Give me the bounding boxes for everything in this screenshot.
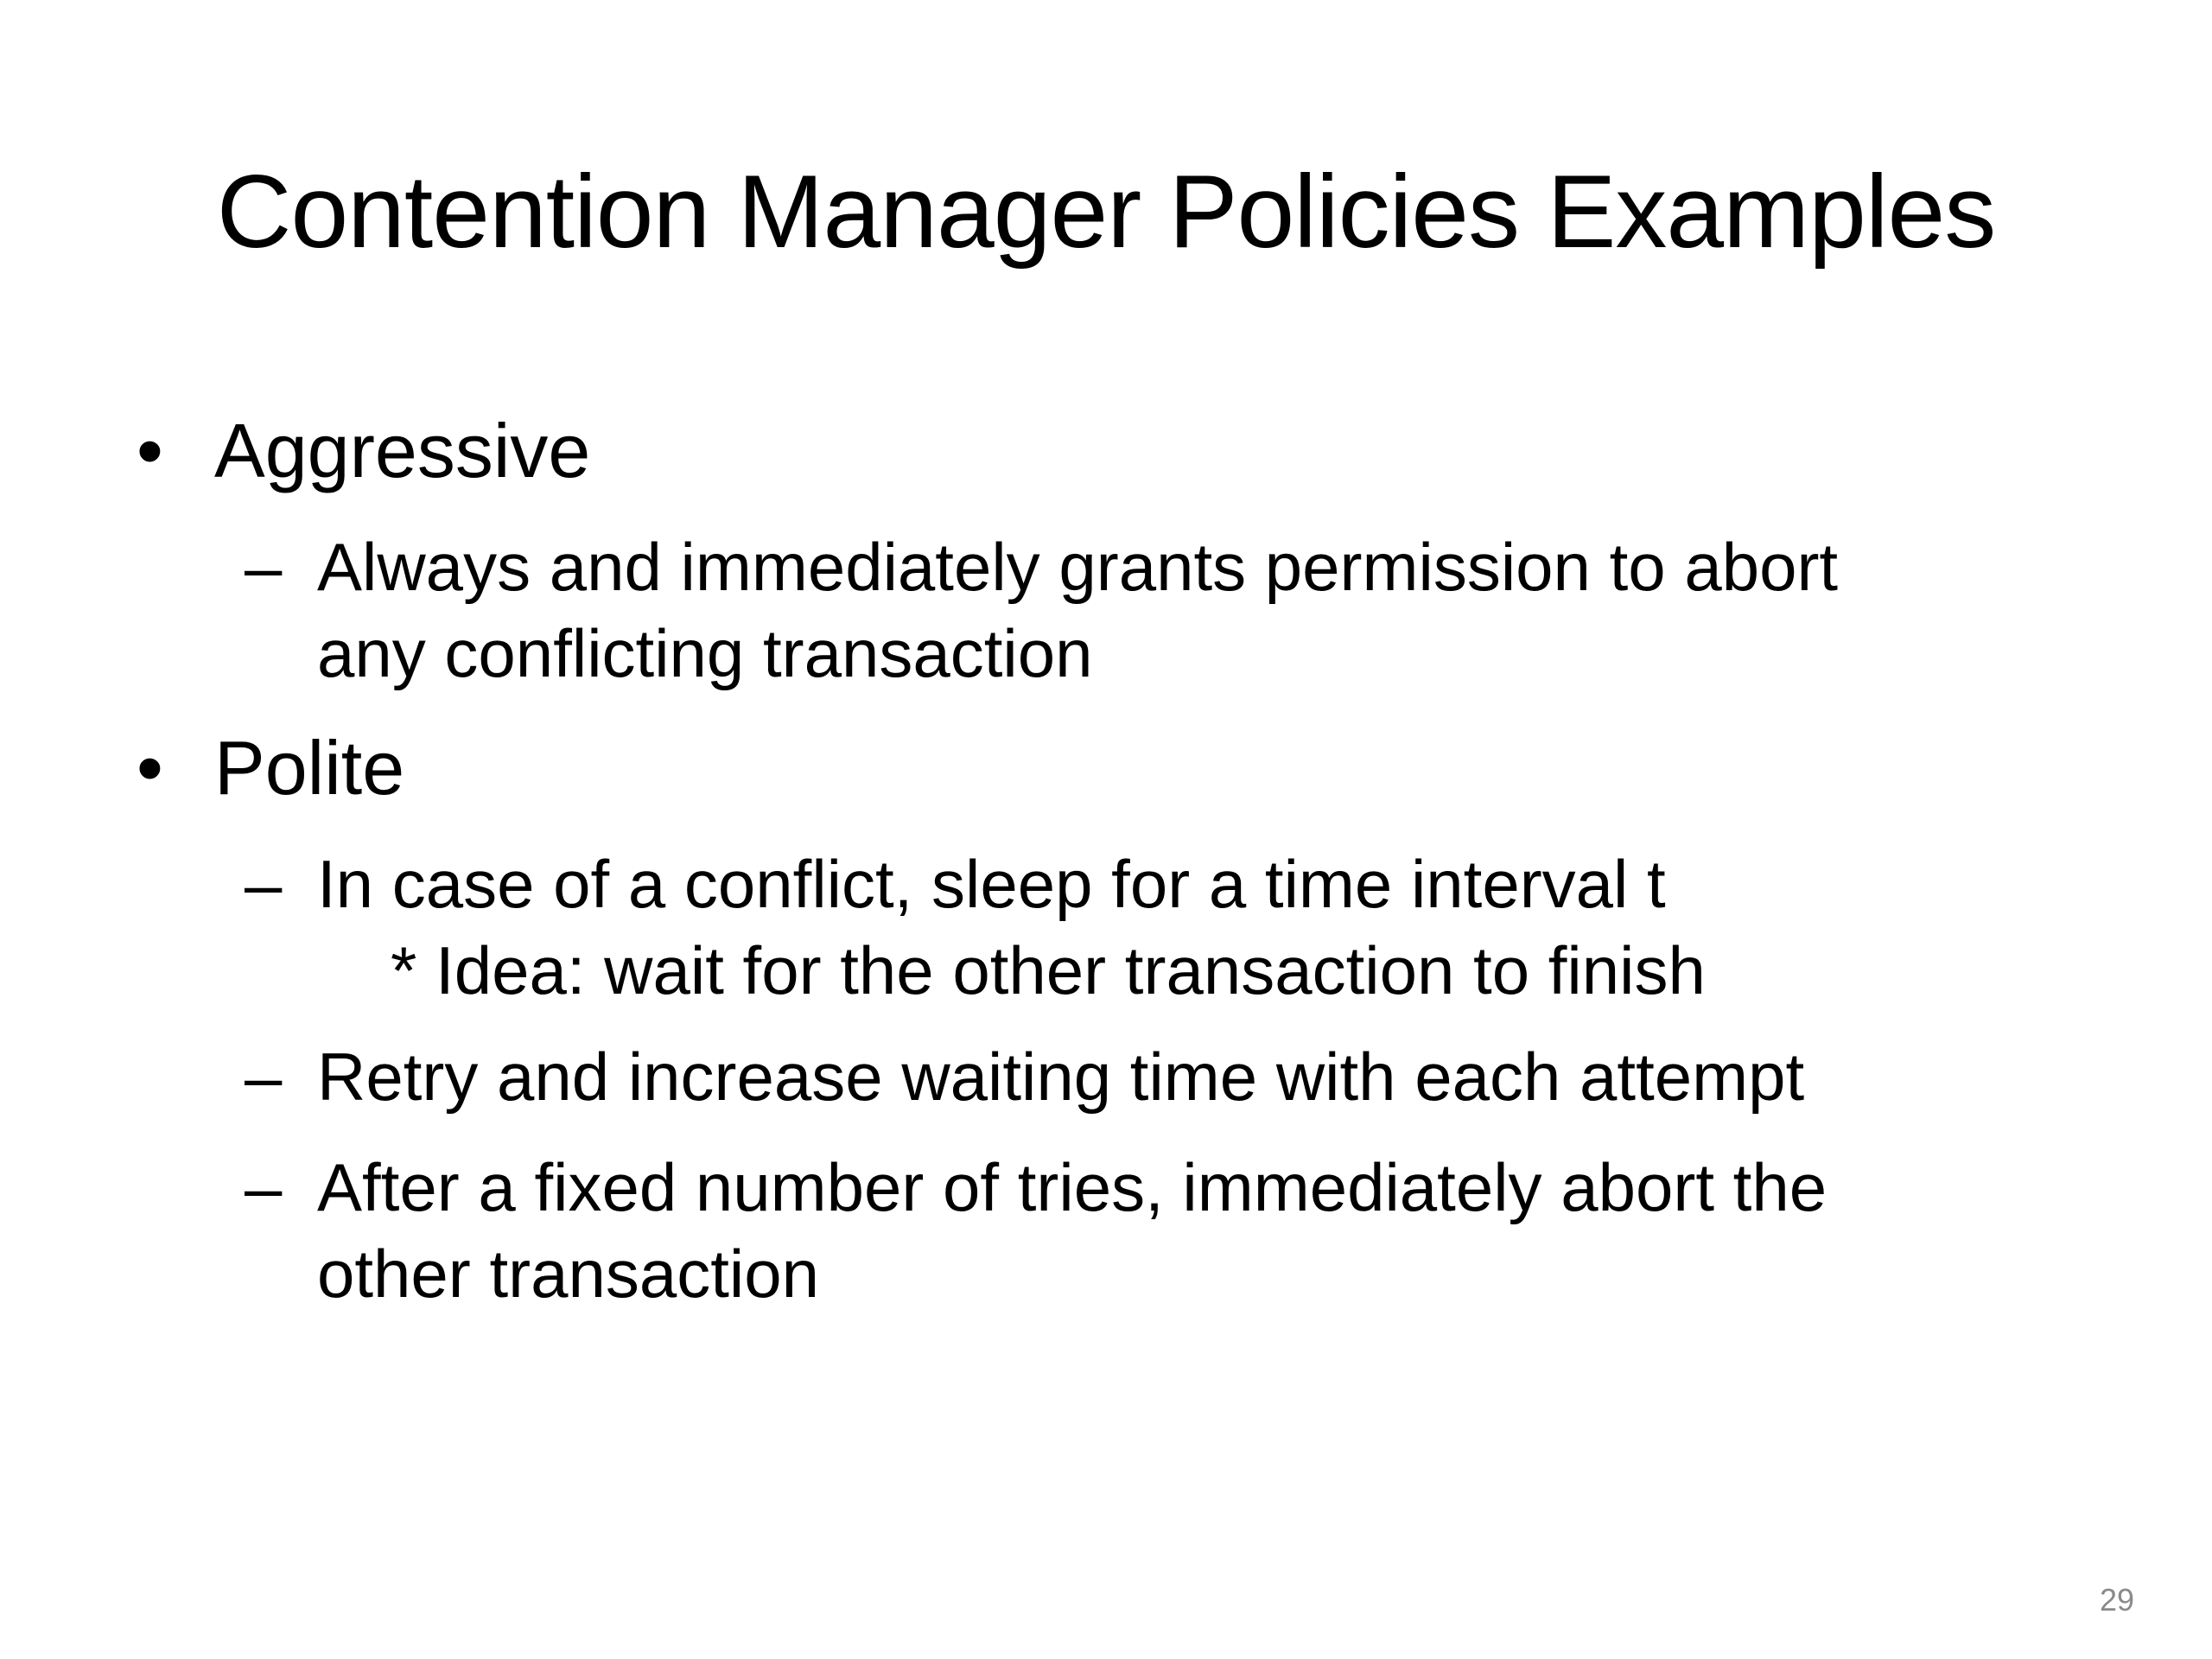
subitem-polite-3-line2: other transaction	[317, 1236, 820, 1312]
bullet-polite	[137, 723, 2037, 813]
subitem-aggressive-1	[245, 523, 2145, 611]
subitem-aggressive-1-line2: any conflicting transaction	[317, 615, 1093, 691]
sub-dash: –	[245, 529, 283, 605]
subitem-polite-3	[245, 1143, 2145, 1231]
sub-dash: –	[245, 1149, 283, 1225]
subitem-polite-2	[245, 1033, 2145, 1121]
bullet-dot: •	[137, 408, 163, 493]
sub-line: In case of a conflict, sleep for a time interval t	[317, 846, 1666, 922]
sub-dash: –	[245, 1039, 283, 1115]
sub-line: Always and immediately grants permission to abort	[317, 529, 1839, 605]
subitem-polite-1	[245, 840, 2145, 928]
sub-line: After a fixed number of tries, immediately abort the	[317, 1149, 1827, 1225]
bullet-aggressive	[137, 406, 2037, 496]
bullet-label: Aggressive	[214, 408, 591, 493]
subitem-polite-1-note: * Idea: wait for the other transaction to finish	[391, 932, 1706, 1008]
sub-dash: –	[245, 846, 283, 922]
sub-line: Retry and increase waiting time with each attempt	[317, 1039, 1805, 1115]
slide-title: Contention Manager Policies Examples	[216, 154, 1996, 270]
bullet-label: Polite	[214, 725, 405, 810]
page-number: 29	[2099, 1582, 2134, 1618]
bullet-dot: •	[137, 725, 163, 810]
